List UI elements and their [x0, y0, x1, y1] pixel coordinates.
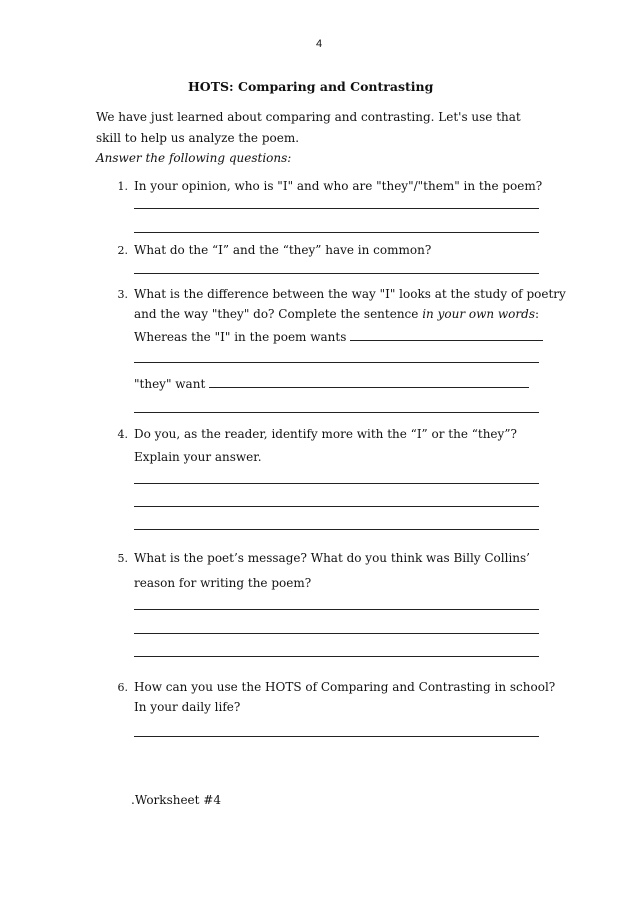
fill-blank[interactable]	[350, 328, 543, 341]
answer-line[interactable]	[134, 609, 539, 610]
answer-line[interactable]	[134, 633, 539, 634]
answer-line[interactable]	[134, 412, 539, 413]
fill-blank[interactable]	[209, 375, 529, 388]
question-text: What is the difference between the way "I" looks at the study of poetry	[134, 287, 566, 301]
question-text: reason for writing the poem?	[134, 576, 312, 590]
intro-paragraph: We have just learned about comparing and contrasting. Let's use that skill to help us analyze the poem.	[96, 110, 521, 145]
they-want-sentence	[134, 374, 529, 395]
page-number: 4	[315, 38, 323, 50]
answer-line[interactable]	[134, 736, 539, 737]
instruction-text: Answer the following questions:	[96, 151, 292, 165]
page-title: HOTS: Comparing and Contrasting	[188, 79, 434, 94]
worksheet-footer: .Worksheet #4	[131, 793, 221, 807]
question-text: and the way "they" do? Complete the sentence	[134, 307, 423, 321]
question-text: What do the “I” and the “they” have in common?	[134, 243, 432, 257]
question-number: 2.	[117, 244, 128, 257]
answer-line[interactable]	[134, 656, 539, 657]
answer-line[interactable]	[134, 208, 539, 209]
question-text: Do you, as the reader, identify more with the “I” or the “they”?	[134, 427, 517, 441]
question-number: 6.	[117, 681, 128, 694]
question-number: 3.	[117, 288, 128, 301]
answer-line[interactable]	[134, 529, 539, 530]
question-text: How can you use the HOTS of Comparing and Contrasting in school?	[134, 680, 556, 694]
answer-line[interactable]	[134, 483, 539, 484]
sentence-starter: Whereas the "I" in the poem wants	[134, 330, 347, 344]
question-number: 1.	[117, 180, 128, 193]
question-text: In your daily life?	[134, 700, 241, 714]
question-text: In your opinion, who is "I" and who are "they"/"them" in the poem?	[134, 179, 543, 193]
punctuation: :	[534, 307, 540, 321]
answer-line[interactable]	[134, 273, 539, 274]
question-text: Explain your answer.	[134, 450, 262, 464]
answer-line[interactable]	[134, 232, 539, 233]
question-number: 4.	[117, 428, 128, 441]
emphasis-text: in your own words	[422, 307, 535, 321]
answer-line[interactable]	[134, 506, 539, 507]
whereas-sentence	[134, 327, 543, 348]
question-number: 5.	[117, 552, 128, 565]
sentence-starter: "they" want	[134, 377, 206, 391]
answer-line[interactable]	[134, 362, 539, 363]
question-text: What is the poet’s message? What do you think was Billy Collins’	[134, 551, 530, 565]
